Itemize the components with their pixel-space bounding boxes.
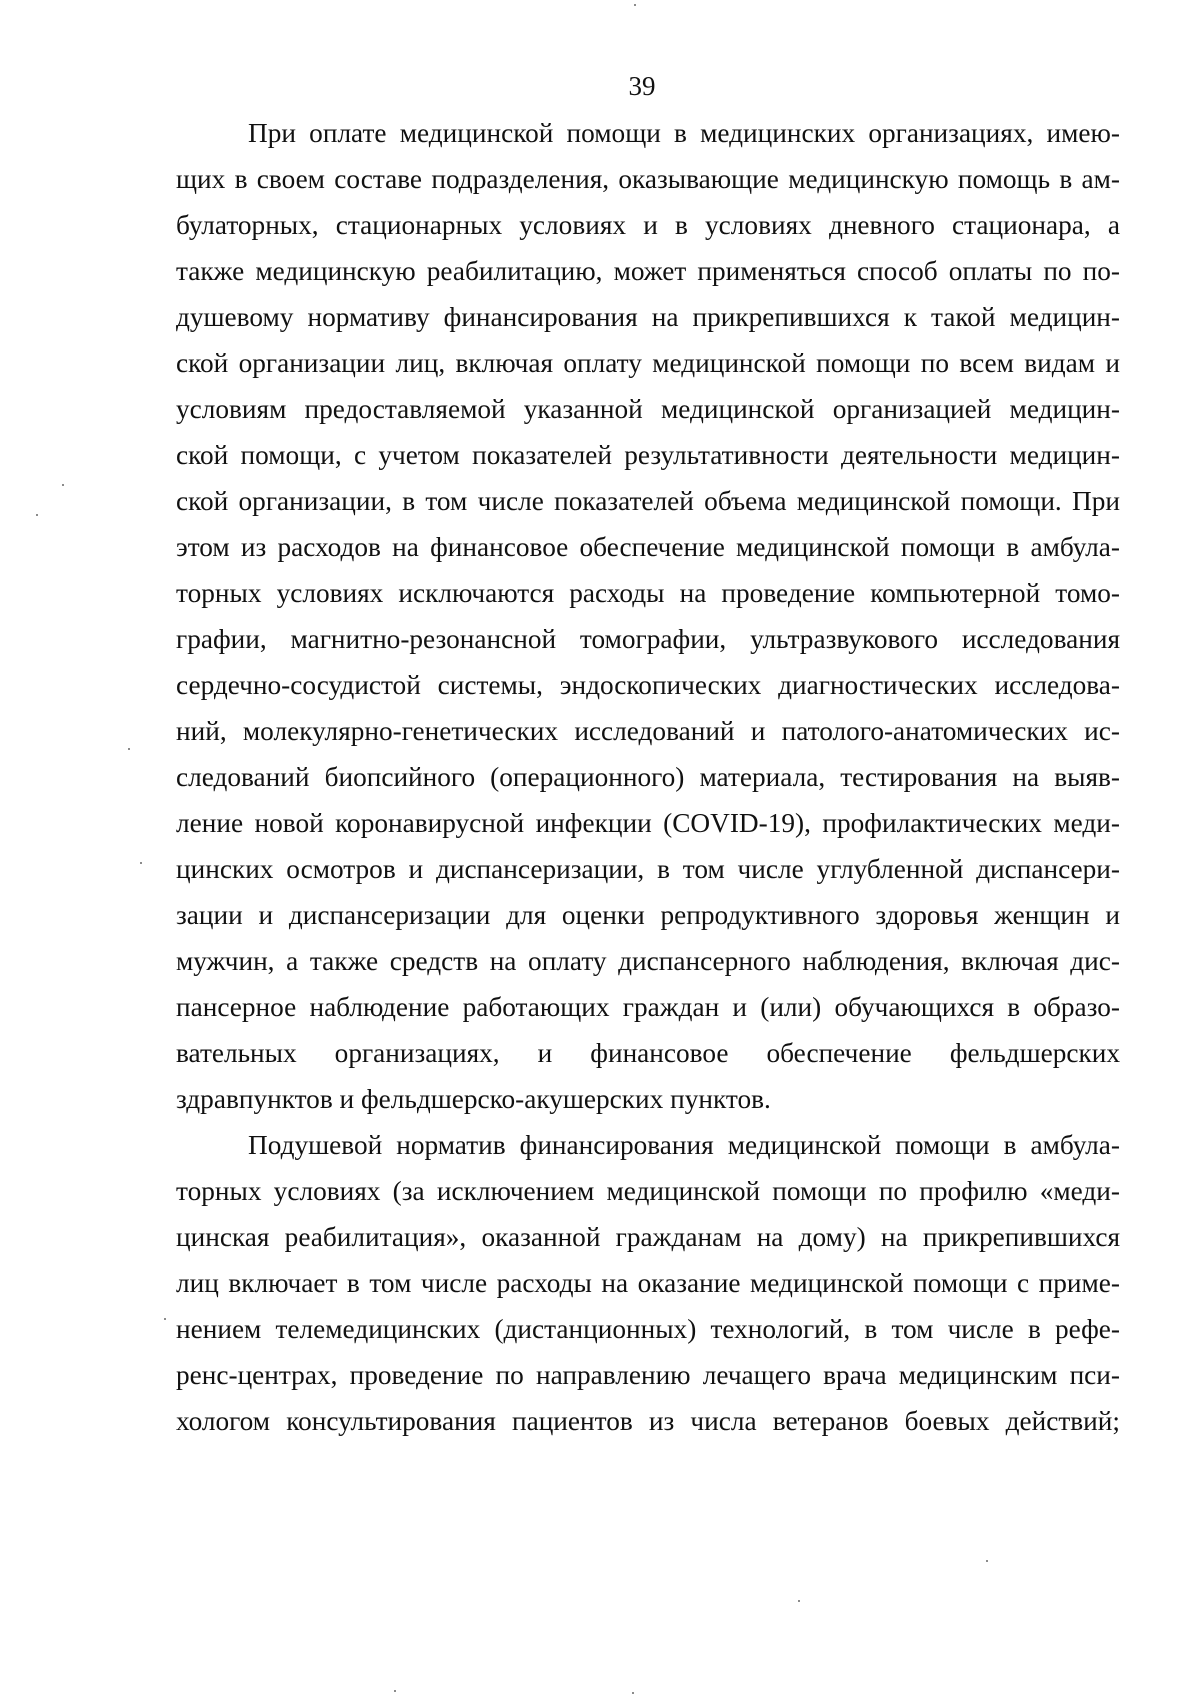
text-line: сердечно-сосудистой системы, эндоскопических диагностических исследова-: [176, 670, 1120, 700]
scan-speck: [394, 1690, 396, 1692]
text-line: лиц включает в том числе расходы на оказание медицинской помощи с приме-: [176, 1268, 1120, 1298]
text-line: условиям предоставляемой указанной медицинской организацией медицин-: [176, 394, 1120, 424]
text-line: этом из расходов на финансовое обеспечение медицинской помощи в амбула-: [176, 532, 1120, 562]
text-line: зации и диспансеризации для оценки репродуктивного здоровья женщин и: [176, 900, 1120, 930]
text-line: здравпунктов и фельдшерско-акушерских пунктов.: [176, 1084, 771, 1114]
scan-speck: [632, 1692, 634, 1694]
scan-speck: [128, 748, 130, 750]
text-line: цинская реабилитация», оказанной гражданам на дому) на прикрепившихся: [176, 1222, 1120, 1252]
text-line: ление новой коронавирусной инфекции (COVID-19), профилактических меди-: [176, 808, 1120, 838]
text-line: нением телемедицинских (дистанционных) технологий, в том числе в рефе-: [176, 1314, 1120, 1344]
page-number: 39: [628, 71, 656, 101]
scan-speck: [798, 1600, 800, 1602]
text-line: также медицинскую реабилитацию, может применяться способ оплаты по по-: [176, 256, 1120, 286]
text-line: ской помощи, с учетом показателей результативности деятельности медицин-: [176, 440, 1120, 470]
text-line: ской организации лиц, включая оплату медицинской помощи по всем видам и: [176, 348, 1120, 378]
text-line: торных условиях (за исключением медицинской помощи по профилю «меди-: [176, 1176, 1120, 1206]
text-line: ренс-центрах, проведение по направлению лечащего врача медицинским пси-: [176, 1360, 1120, 1390]
text-line: следований биопсийного (операционного) материала, тестирования на выяв-: [176, 762, 1120, 792]
text-line: Подушевой норматив финансирования медицинской помощи в амбула-: [248, 1130, 1120, 1160]
text-line: торных условиях исключаются расходы на проведение компьютерной томо-: [176, 578, 1120, 608]
text-line: вательных организациях, и финансовое обеспечение фельдшерских: [176, 1038, 1120, 1068]
scan-speck: [634, 4, 636, 6]
scan-speck: [36, 514, 38, 516]
text-line: мужчин, а также средств на оплату диспансерного наблюдения, включая дис-: [176, 946, 1120, 976]
text-line: душевому нормативу финансирования на прикрепившихся к такой медицин-: [176, 302, 1120, 332]
text-line: При оплате медицинской помощи в медицинских организациях, имею-: [248, 118, 1120, 148]
text-line: пансерное наблюдение работающих граждан и (или) обучающихся в образо-: [176, 992, 1120, 1022]
text-line: цинских осмотров и диспансеризации, в том числе углубленной диспансери-: [176, 854, 1120, 884]
scan-speck: [986, 1560, 988, 1562]
text-line: ской организации, в том числе показателей объема медицинской помощи. При: [176, 486, 1120, 516]
text-line: графии, магнитно-резонансной томографии, ультразвукового исследования: [176, 624, 1120, 654]
scan-speck: [164, 1318, 166, 1320]
text-line: булаторных, стационарных условиях и в условиях дневного стационара, а: [176, 210, 1120, 240]
text-line: ний, молекулярно-генетических исследований и патолого-анатомических ис-: [176, 716, 1120, 746]
scan-speck: [140, 862, 142, 864]
scan-speck: [62, 484, 64, 486]
text-line: хологом консультирования пациентов из числа ветеранов боевых действий;: [176, 1406, 1120, 1436]
text-line: щих в своем составе подразделения, оказывающие медицинскую помощь в ам-: [176, 164, 1120, 194]
